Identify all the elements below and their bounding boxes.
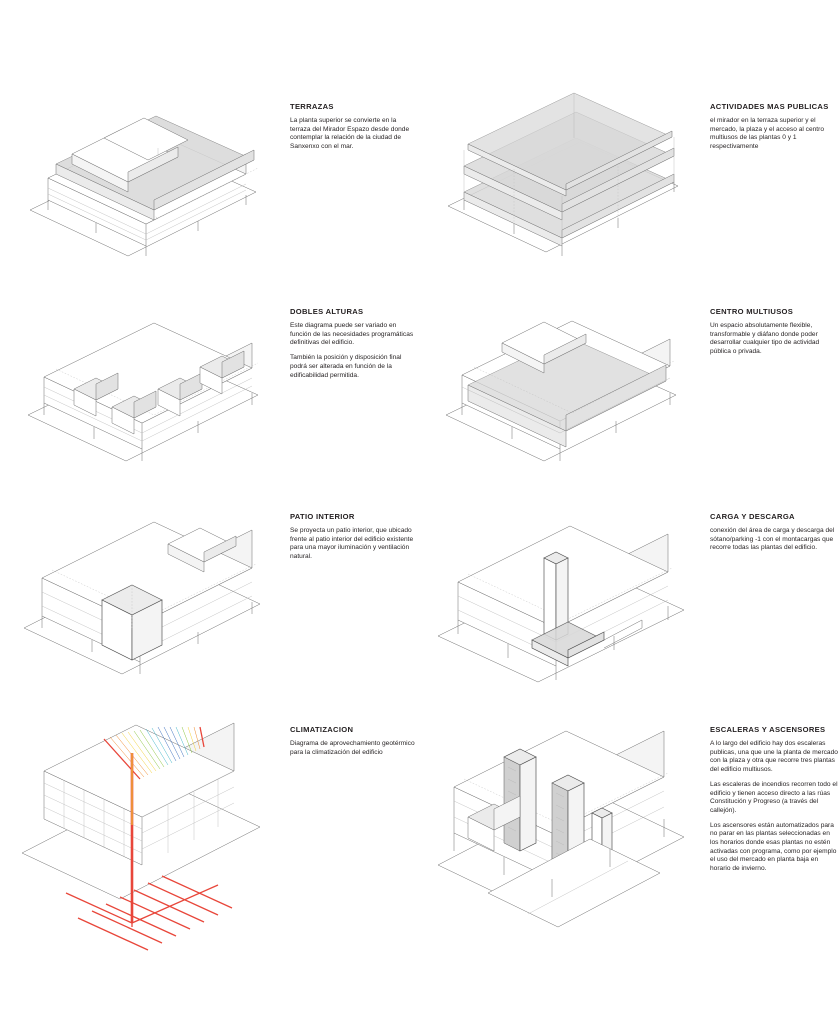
panel-title: CARGA Y DESCARGA <box>710 512 795 521</box>
panel-title: ACTIVIDADES MAS PUBLICAS <box>710 102 829 111</box>
panel-terrazas <box>0 60 420 265</box>
caption-climatizacion <box>290 725 418 757</box>
isometric-building-multiuse <box>428 265 698 470</box>
panel-title: DOBLES ALTURAS <box>290 307 364 316</box>
diagram-actividades <box>428 60 698 265</box>
diagram-dobles-alturas <box>8 265 278 470</box>
panel-carga-y-descarga <box>420 470 840 675</box>
panel-actividades-mas-publicas <box>420 60 840 265</box>
panel-title: TERRAZAS <box>290 102 334 111</box>
isometric-building-top-terrace <box>8 60 278 265</box>
isometric-building-double-heights <box>8 265 278 470</box>
panel-climatizacion <box>0 675 420 975</box>
diagram-escaleras-ascensores <box>428 675 698 975</box>
panel-title: CENTRO MULTIUSOS <box>710 307 794 316</box>
caption-dobles-alturas <box>290 307 418 380</box>
caption-patio-interior <box>290 512 418 562</box>
panel-body: A lo largo del edificio hay dos escaleras publicas, una que une la planta de mercado con la plaza y otra que recorre tres plantas del edificio multiusos. Las escaleras de incendios recorren todo el edificio y tienen acceso directo a las rúas Constitución y Progreso (a través del callejón). Los ascensores están automatizados para no parar en las plantas seleccionadas en los horarios donde esas plantas no estén activadas con programa, como por ejemplo el uso del mercado en planta baja en horario de invierno. <box>710 740 838 873</box>
isometric-building-courtyard <box>8 470 278 675</box>
diagram-centro-multiusos <box>428 265 698 470</box>
diagram-climatizacion <box>8 675 278 975</box>
panel-title: CLIMATIZACION <box>290 725 354 734</box>
caption-actividades <box>710 102 838 152</box>
diagram-patio-interior <box>8 470 278 675</box>
panel-patio-interior <box>0 470 420 675</box>
panel-title: PATIO INTERIOR <box>290 512 355 521</box>
panel-body: Este diagrama puede ser variado en función de las necesidades programáticas definitivas del edificio. También la posición y disposición final podrá ser alterada en función de la edificabilidad permitida. <box>290 322 414 379</box>
panel-centro-multiusos <box>420 265 840 470</box>
isometric-building-loading <box>428 470 698 675</box>
panel-escaleras-y-ascensores <box>420 675 840 975</box>
isometric-building-geothermal <box>8 675 278 975</box>
isometric-building-stairs-lifts <box>428 675 698 975</box>
panel-grid <box>0 60 840 1020</box>
caption-centro-multiusos <box>710 307 838 357</box>
panel-body: Un espacio absolutamente flexible, transformable y diáfano donde poder desarrollar cualquier tipo de actividad pública o privada. <box>710 322 820 356</box>
panel-body: el mirador en la terraza superior y el mercado, la plaza y el acceso al centro multiusos de las plantas 0 y 1 respectivamente <box>710 117 824 151</box>
panel-body: Se proyecta un patio interior, que ubicado frente al patio interior del edificio existente para una mayor iluminación y ventilación natural. <box>290 527 414 561</box>
diagram-carga-descarga <box>428 470 698 675</box>
panel-body: conexión del área de carga y descarga del sótano/parking -1 con el montacargas que recorre todas las plantas del edificio. <box>710 527 835 552</box>
panel-body: La planta superior se convierte en la terraza del Mirador Espazo desde donde contemplar la relación de la ciudad de Sanxenxo con el mar. <box>290 117 410 151</box>
caption-carga-descarga <box>710 512 838 553</box>
panel-dobles-alturas <box>0 265 420 470</box>
panel-title: ESCALERAS Y ASCENSORES <box>710 725 826 734</box>
caption-terrazas <box>290 102 418 152</box>
caption-escaleras-ascensores <box>710 725 838 874</box>
diagram-terrazas <box>8 60 278 265</box>
panel-body: Diagrama de aprovechamiento geotérmico para la climatización del edificio <box>290 740 415 756</box>
isometric-building-public-levels <box>428 60 698 265</box>
